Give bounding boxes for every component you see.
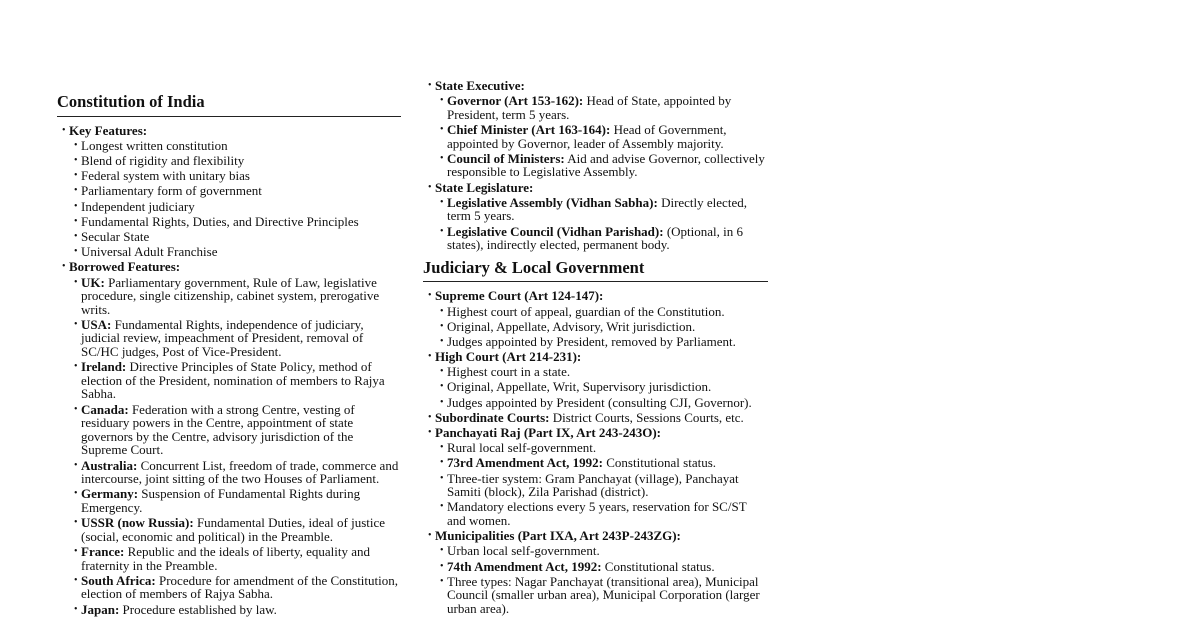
item-text: Concurrent List, freedom of trade, commerce and intercourse, joint sitting of the two Houses of Parliament. [81, 457, 399, 487]
state-list [423, 79, 768, 252]
list-item [435, 152, 768, 179]
item-label: Japan: [81, 601, 120, 617]
list-item [435, 441, 768, 455]
item-label: Canada: [81, 401, 129, 417]
list-item [435, 94, 768, 121]
item-text: Fundamental Rights, independence of judiciary, judicial review, impeachment of President, removal of SC/HC judges, Post of Vice-President. [81, 316, 364, 360]
item-label: Legislative Council (Vidhan Parishad): [447, 223, 664, 239]
subordinate-courts-text: District Courts, Sessions Courts, etc. [549, 409, 744, 425]
panchayati-raj-label: Panchayati Raj (Part IX, Art 243-243O): [435, 425, 662, 440]
item-text: Constitutional status. [603, 455, 717, 471]
state-legislature-list [435, 196, 768, 252]
item-text: Head of Government, appointed by Governor, leader of Assembly majority. [447, 121, 727, 151]
item-text: Parliamentary government, Rule of Law, legislative procedure, single citizenship, cabinet system, prerogative writs. [81, 274, 380, 317]
list-item [69, 360, 401, 401]
item-text: Republic and the ideals of liberty, equality and fraternity in the Preamble. [81, 543, 371, 573]
item-label: 73rd Amendment Act, 1992: [447, 455, 603, 471]
item-label: USSR (now Russia): [81, 515, 194, 531]
list-item: • Independent judiciary [69, 200, 401, 214]
item-label: Chief Minister (Art 163-164): [447, 121, 611, 137]
item-text: (Optional, in 6 states), indirectly elected, permanent body. [447, 223, 744, 253]
list-item: • Judges appointed by President (consulting CJI, Governor). [435, 396, 768, 410]
list-item [57, 260, 401, 616]
list-item [435, 544, 768, 558]
list-item [435, 575, 768, 616]
borrowed-features-list [69, 276, 401, 617]
list-item [69, 318, 401, 359]
item-text: Federation with a strong Centre, vesting of residuary powers in the Centre, appointment of state governors by the Centre, advisory jurisdiction of the Supreme Court. [81, 401, 355, 458]
list-item [435, 500, 768, 527]
high-court-list [435, 365, 768, 409]
list-item: • Parliamentary form of government [69, 184, 401, 198]
high-court-label: High Court (Art 214-231): [435, 349, 582, 365]
list-item [423, 411, 768, 425]
left-column [57, 92, 401, 618]
list-item [423, 181, 768, 252]
item-text: Aid and advise Governor, collectively responsible to Legislative Assembly. [447, 150, 765, 180]
list-item [435, 456, 768, 470]
list-item [435, 225, 768, 252]
item-label: Ireland: [81, 359, 127, 375]
item-label: Legislative Assembly (Vidhan Sabha): [447, 194, 658, 210]
borrowed-features-label: Borrowed Features: [69, 259, 181, 275]
list-item: • Blend of rigidity and flexibility [69, 154, 401, 168]
item-label: Council of Ministers: [447, 150, 565, 166]
item-text: Fundamental Duties, ideal of justice (social, economic and political) in the Preamble. [81, 515, 386, 544]
item-text: Procedure for amendment of the Constitution, election of members of Rajya Sabha. [81, 572, 399, 602]
item-text: Mandatory elections every 5 years, reservation for SC/ST and women. [447, 499, 747, 528]
list-item: • Highest court of appeal, guardian of the Constitution. [435, 305, 768, 319]
list-item [423, 529, 768, 615]
section-title-judiciary: Judiciary & Local Government [423, 258, 768, 283]
item-label: Australia: [81, 457, 138, 473]
list-item [69, 403, 401, 457]
list-item [435, 560, 768, 574]
item-label: UK: [81, 274, 105, 290]
item-text: Suspension of Fundamental Rights during Emergency. [81, 486, 361, 515]
item-label: USA: [81, 316, 112, 332]
list-item: • Original, Appellate, Writ, Supervisory jurisdiction. [435, 380, 768, 394]
supreme-court-label: Supreme Court (Art 124-147): [435, 288, 604, 304]
list-item [435, 472, 768, 499]
subordinate-courts-label: Subordinate Courts: [435, 409, 550, 425]
item-text: Directly elected, term 5 years. [447, 194, 747, 224]
list-item [69, 487, 401, 514]
supreme-court-list [435, 305, 768, 349]
key-features-list [69, 139, 401, 259]
item-label: Governor (Art 153-162): [447, 93, 584, 109]
state-legislature-label: State Legislature: [435, 179, 534, 195]
constitution-list [57, 124, 401, 616]
item-text: Three-tier system: Gram Panchayat (village), Panchayat Samiti (block), Zila Parishad (district). [447, 470, 739, 500]
state-executive-label: State Executive: [435, 78, 525, 93]
item-text: Directive Principles of State Policy, method of election of the President, nomination of members to Rajya Sabha. [81, 359, 385, 402]
right-column [423, 79, 768, 617]
list-item: • Longest written constitution [69, 139, 401, 153]
item-label: France: [81, 543, 125, 559]
list-item [435, 123, 768, 150]
item-label: Germany: [81, 486, 139, 502]
state-executive-list [435, 94, 768, 179]
list-item: • Federal system with unitary bias [69, 169, 401, 183]
list-item [423, 289, 768, 348]
list-item [57, 124, 401, 259]
list-item [69, 603, 401, 617]
section-title-constitution: Constitution of India [57, 92, 401, 117]
item-text: Head of State, appointed by President, term 5 years. [447, 93, 732, 122]
list-item: • Secular State [69, 230, 401, 244]
list-item [69, 574, 401, 601]
list-item [69, 545, 401, 572]
list-item [435, 196, 768, 223]
judiciary-list [423, 289, 768, 615]
list-item [69, 516, 401, 543]
list-item: • Original, Appellate, Advisory, Writ jurisdiction. [435, 320, 768, 334]
key-features-label: Key Features: [69, 122, 148, 138]
item-text: Urban local self-government. [447, 543, 600, 559]
list-item [423, 350, 768, 409]
list-item [423, 426, 768, 528]
list-item [69, 276, 401, 317]
list-item: • Fundamental Rights, Duties, and Directive Principles [69, 215, 401, 229]
list-item [69, 459, 401, 486]
item-text: Rural local self-government. [447, 440, 597, 456]
item-text: Procedure established by law. [119, 601, 277, 617]
municipalities-list [435, 544, 768, 615]
list-item: • Highest court in a state. [435, 365, 768, 379]
list-item: • Universal Adult Franchise [69, 245, 401, 259]
item-text: Three types: Nagar Panchayat (transitional area), Municipal Council (smaller urban area), Municipal Corporation (larger urban area). [447, 573, 760, 616]
list-item [423, 79, 768, 179]
panchayati-raj-list [435, 441, 768, 527]
list-item: • Judges appointed by President, removed by Parliament. [435, 335, 768, 349]
item-label: South Africa: [81, 572, 156, 588]
municipalities-label: Municipalities (Part IXA, Art 243P-243ZG): [435, 528, 681, 544]
item-text: Constitutional status. [601, 558, 715, 574]
item-label: 74th Amendment Act, 1992: [447, 558, 602, 574]
